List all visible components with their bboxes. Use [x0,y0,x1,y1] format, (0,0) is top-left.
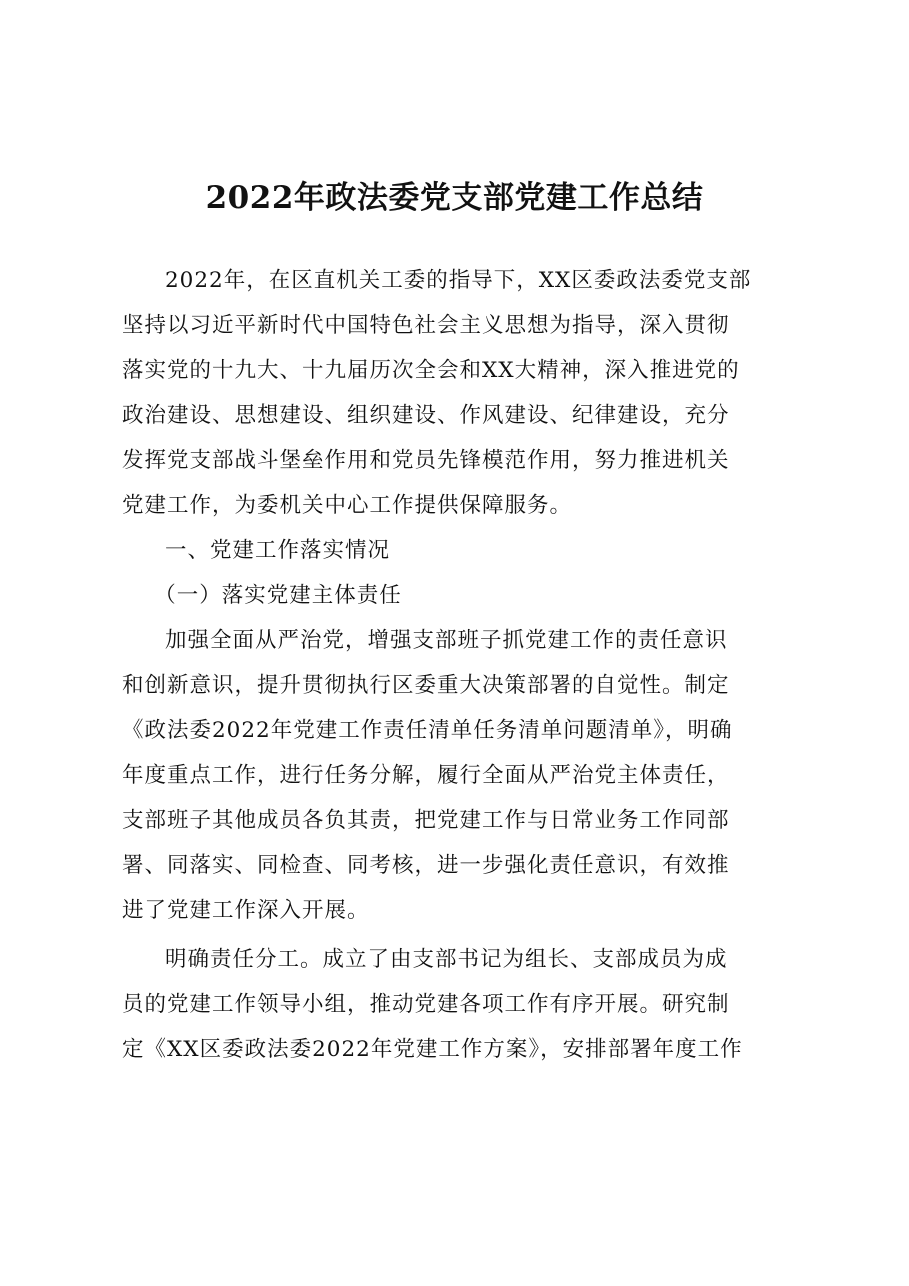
paragraph-division [122,937,796,1072]
text-line: 署、同落实、同检查、同考核，进一步强化责任意识，有效推 [122,853,730,878]
document-title: 2022年政法委党支部党建工作总结 [205,180,704,216]
text-line: 和创新意识，提升贯彻执行区委重大决策部署的自觉性。制定 [122,673,730,698]
subsection-heading: （一）落实党建主体责任 [154,583,402,608]
text-line: 加强全面从严治党，增强支部班子抓党建工作的责任意识 [165,628,728,653]
text-line: 明确责任分工。成立了由支部书记为组长、支部成员为成 [165,947,728,972]
text-line: 定《XX区委政法委2022年党建工作方案》，安排部署年度工作 [122,1037,743,1062]
text-line: 进了党建工作深入开展。 [122,898,370,923]
section-heading: 一、党建工作落实情况 [165,538,391,563]
text-line: 发挥党支部战斗堡垒作用和党员先锋模范作用，努力推进机关 [122,448,730,473]
text-line: 支部班子其他成员各负其责，把党建工作与日常业务工作同部 [122,808,730,833]
text-line: 党建工作，为委机关中心工作提供保障服务。 [122,493,573,518]
paragraph-intro [122,258,796,528]
text-line: 落实党的十九大、十九届历次全会和XX大精神，深入推进党的 [122,358,740,383]
paragraph-responsibility [122,618,796,933]
text-line: 年度重点工作，进行任务分解，履行全面从严治党主体责任， [122,763,730,788]
text-line: 员的党建工作领导小组，推动党建各项工作有序开展。研究制 [122,992,730,1017]
text-line: 2022年，在区直机关工委的指导下，XX区委政法委党支部 [165,268,752,293]
document-body [122,258,796,1072]
text-line: 政治建设、思想建设、组织建设、作风建设、纪律建设，充分 [122,403,730,428]
text-line: 坚持以习近平新时代中国特色社会主义思想为指导，深入贯彻 [122,313,730,338]
text-line: 《政法委2022年党建工作责任清单任务清单问题清单》，明确 [122,718,733,743]
